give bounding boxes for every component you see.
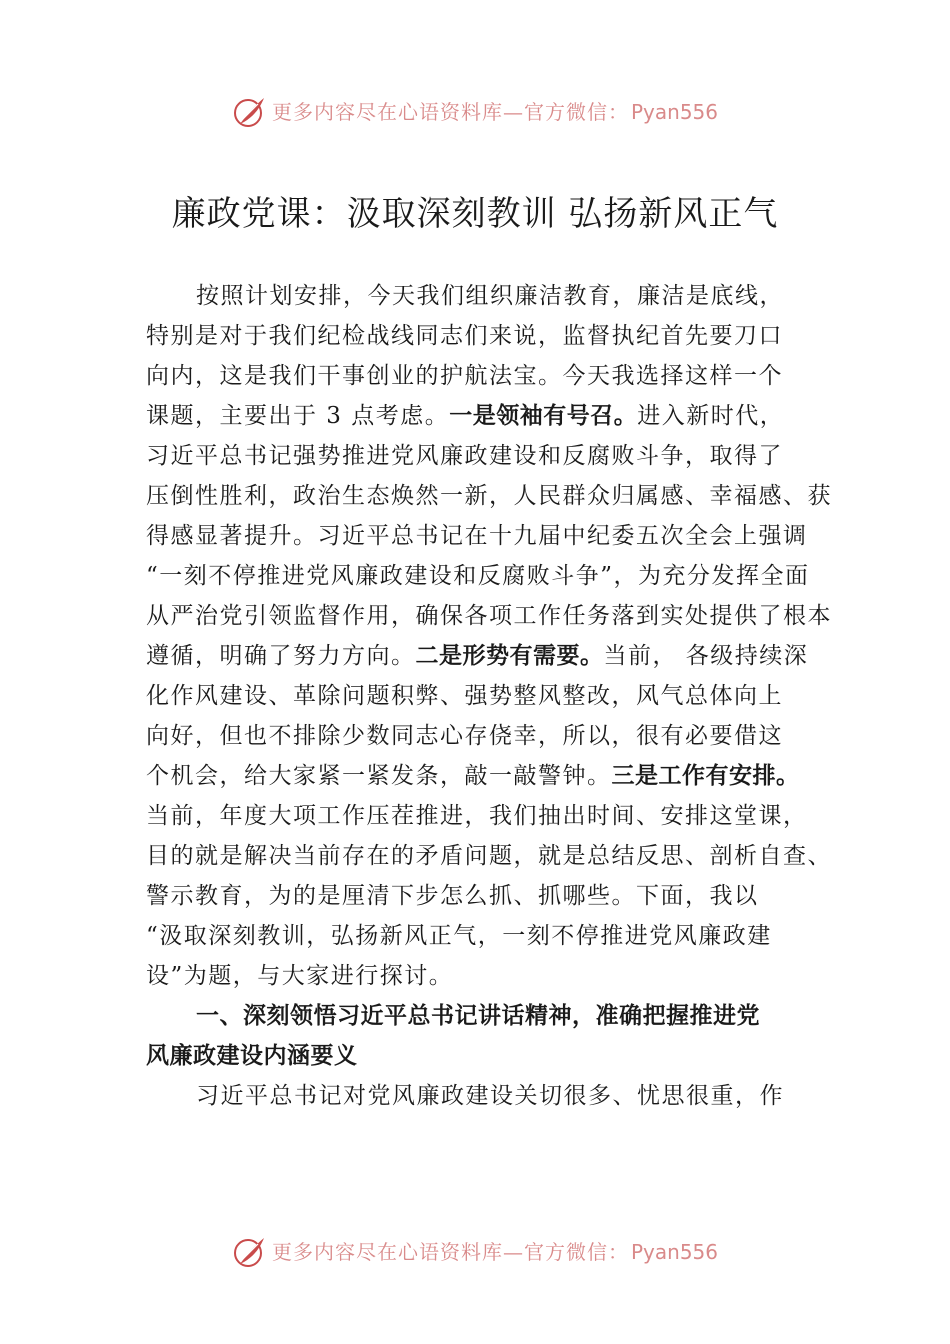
watermark-header bbox=[0, 94, 950, 130]
paragraph-line: 警示教育，为的是厘清下步怎么抓、抓哪些。下面，我以 bbox=[146, 883, 759, 909]
watermark-footer bbox=[0, 1234, 950, 1270]
paragraph-line: “汲取深刻教训，弘扬新风正气，一刻不停推进党风廉政建 bbox=[146, 923, 772, 949]
paragraph-line: 习近平总书记对党风廉政建设关切很多、忧思很重，作 bbox=[196, 1083, 784, 1109]
watermark-text: 更多内容尽在心语资料库—官方微信： bbox=[271, 1240, 629, 1264]
paragraph-line: 得感显著提升。习近平总书记在十九届中纪委五次全会上强调 bbox=[146, 523, 808, 549]
section-heading-1-cont: 风廉政建设内涵要义 bbox=[146, 1043, 358, 1069]
text-run: 当前， 各级持续深 bbox=[603, 643, 809, 669]
bold-point-2: 二是形势有需要。 bbox=[415, 643, 604, 669]
section-heading-1: 一、深刻领悟习近平总书记讲话精神，准确把握推进党 bbox=[196, 1003, 760, 1029]
paragraph-line bbox=[146, 636, 836, 676]
text-run: 课题，主要出于 3 点考虑。 bbox=[146, 403, 450, 429]
paragraph-line: 向好，但也不排除少数同志心存侥幸，所以，很有必要借这 bbox=[146, 723, 783, 749]
paragraph-line: 习近平总书记强势推进党风廉政建设和反腐败斗争，取得了 bbox=[146, 443, 783, 469]
watermark-wechat-id: Pyan556 bbox=[630, 100, 718, 124]
document-title: 廉政党课：汲取深刻教训 弘扬新风正气 bbox=[171, 194, 779, 234]
text-run: 遵循，明确了努力方向。 bbox=[146, 643, 416, 669]
document-body bbox=[146, 276, 836, 1116]
text-run: 个机会，给大家紧一紧发条，敲一敲警钟。 bbox=[146, 763, 612, 789]
quill-logo-icon bbox=[232, 1234, 268, 1270]
paragraph-line bbox=[146, 756, 836, 796]
watermark-wechat-id: Pyan556 bbox=[630, 1240, 718, 1264]
paragraph-line: 压倒性胜利，政治生态焕然一新，人民群众归属感、幸福感、获 bbox=[146, 483, 832, 509]
paragraph-line: 向内，这是我们干事创业的护航法宝。今天我选择这样一个 bbox=[146, 363, 783, 389]
bold-point-1: 一是领袖有号召。 bbox=[449, 403, 638, 429]
bold-point-3: 三是工作有安排。 bbox=[611, 763, 800, 789]
paragraph-line: 目的就是解决当前存在的矛盾问题，就是总结反思、剖析自查、 bbox=[146, 843, 832, 869]
paragraph-line: 化作风建设、革除问题积弊、强势整风整改，风气总体向上 bbox=[146, 683, 783, 709]
paragraph-line: “一刻不停推进党风廉政建设和反腐败斗争”，为充分发挥全面 bbox=[146, 563, 810, 589]
paragraph-line bbox=[146, 396, 836, 436]
text-run: 进入新时代， bbox=[637, 403, 785, 429]
paragraph-line: 从严治党引领监督作用，确保各项工作任务落到实处提供了根本 bbox=[146, 603, 832, 629]
paragraph-line: 按照计划安排，今天我们组织廉洁教育，廉洁是底线， bbox=[196, 283, 784, 309]
quill-logo-icon bbox=[232, 94, 268, 130]
paragraph-line: 当前，年度大项工作压茬推进，我们抽出时间、安排这堂课， bbox=[146, 803, 808, 829]
paragraph-line: 设”为题，与大家进行探讨。 bbox=[146, 963, 454, 989]
paragraph-line: 特别是对于我们纪检战线同志们来说，监督执纪首先要刀口 bbox=[146, 323, 783, 349]
watermark-text: 更多内容尽在心语资料库—官方微信： bbox=[271, 100, 629, 124]
